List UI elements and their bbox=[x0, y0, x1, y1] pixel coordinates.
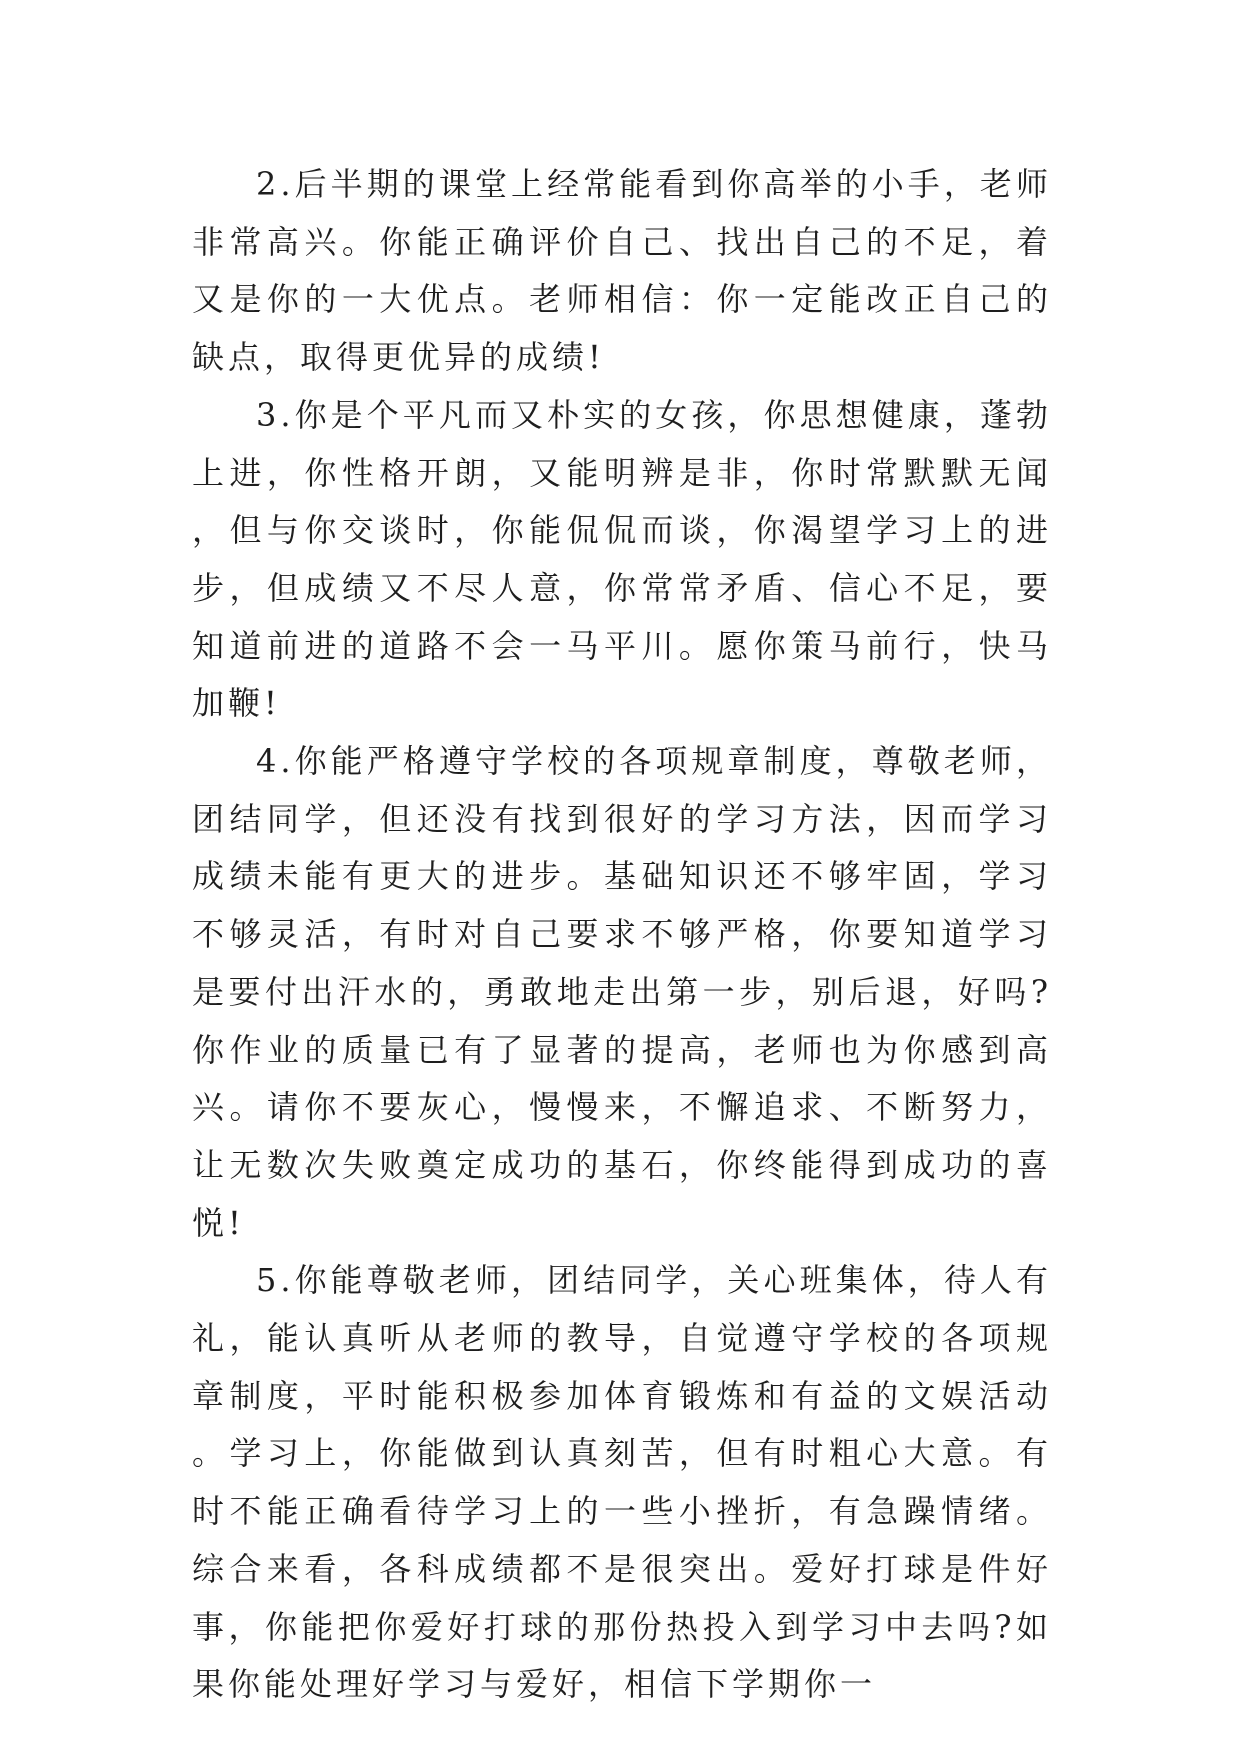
comment-paragraph-4: 4.你能严格遵守学校的各项规章制度，尊敬老师，团结同学，但还没有找到很好的学习方法，因而学习成绩未能有更大的进步。基础知识还不够牢固，学习不够灵活，有时对自己要求不够严格，你要知道学习是要付出汗水的，勇敢地走出第一步，别后退，好吗?你作业的质量已有了显著的提高，老师也为你感到高兴。请你不要灰心，慢慢来，不懈追求、不断努力，让无数次失败奠定成功的基石，你终能得到成功的喜悦! bbox=[192, 742, 1052, 1242]
comment-paragraph-3: 3.你是个平凡而又朴实的女孩，你思想健康，蓬勃上进，你性格开朗，又能明辨是非，你时常默默无闻，但与你交谈时，你能侃侃而谈，你渴望学习上的进步，但成绩又不尽人意，你常常矛盾、信心不足，要知道前进的道路不会一马平川。愿你策马前行，快马加鞭! bbox=[192, 395, 1052, 723]
comment-paragraph-2: 2.后半期的课堂上经常能看到你高举的小手，老师非常高兴。你能正确评价自己、找出自己的不足，着又是你的一大优点。老师相信：你一定能改正自己的缺点，取得更优异的成绩! bbox=[192, 165, 1052, 377]
document-body bbox=[192, 156, 1052, 1714]
comment-paragraph-5: 5.你能尊敬老师，团结同学，关心班集体，待人有礼，能认真听从老师的教导，自觉遵守学校的各项规章制度，平时能积极参加体育锻炼和有益的文娱活动。学习上，你能做到认真刻苦，但有时粗心大意。有时不能正确看待学习上的一些小挫折，有急躁情绪。综合来看，各科成绩都不是很突出。爱好打球是件好事，你能把你爱好打球的那份热投入到学习中去吗?如果你能处理好学习与爱好，相信下学期你一 bbox=[192, 1261, 1052, 1704]
